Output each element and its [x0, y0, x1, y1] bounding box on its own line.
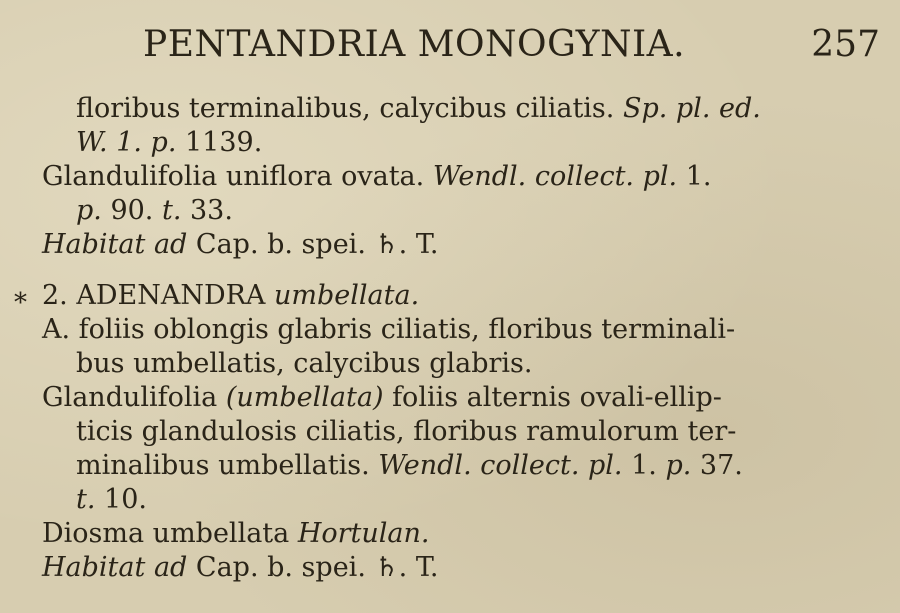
text-segment: Wendl. collect. pl. [378, 450, 632, 481]
text-segment: Habitat ad [42, 552, 196, 583]
text-segment: Diosma umbellata [42, 518, 298, 549]
text-segment: Sp. pl. ed. [622, 93, 761, 124]
text-segment: Glandulifolia [42, 382, 226, 413]
text-line [42, 279, 419, 313]
text-line [42, 160, 711, 194]
text-segment: A. foliis oblongis glabris ciliatis, floribus terminali- [42, 314, 736, 345]
text-segment: bus umbellatis, calycibus glabris. [76, 348, 533, 379]
text-segment: 90. [110, 195, 162, 226]
text-segment: Wendl. collect. pl. [432, 161, 686, 192]
text-segment: Cap. b. spei. ♄. T. [195, 229, 439, 260]
text-segment: Habitat ad [42, 229, 196, 260]
text-line [42, 313, 735, 347]
text-line [76, 92, 761, 126]
text-segment: 10. [104, 484, 147, 515]
page-header [0, 18, 900, 78]
text-segment: 33. [190, 195, 233, 226]
text-line [42, 551, 438, 585]
text-segment: umbellata. [274, 280, 420, 311]
asterisk-mark: * [14, 288, 27, 318]
text-segment: p. [665, 450, 700, 481]
text-segment: 1. [685, 161, 712, 192]
text-line [42, 517, 429, 551]
text-segment: floribus terminalibus, calycibus ciliatis. [76, 93, 623, 124]
text-line [42, 381, 722, 415]
running-title: PENTANDRIA MONOGYNIA. [143, 24, 686, 65]
text-line [76, 194, 233, 228]
text-segment: 37. [699, 450, 743, 481]
text-line [76, 483, 147, 517]
text-segment: t. [76, 484, 105, 515]
text-line [76, 415, 736, 449]
text-segment: Glandulifolia uniflora ovata. [42, 161, 433, 192]
text-segment: p. [76, 195, 111, 226]
text-segment: W. 1. p. [76, 127, 185, 158]
text-segment: 2. ADENANDRA [42, 280, 275, 311]
text-line [76, 449, 743, 483]
text-line [76, 347, 533, 381]
text-segment: 1. [631, 450, 666, 481]
text-segment: Cap. b. spei. ♄. T. [195, 552, 439, 583]
text-segment: Hortulan. [297, 518, 430, 549]
text-segment: ticis glandulosis ciliatis, floribus ramulorum ter- [76, 416, 737, 447]
text-segment: foliis alternis ovali-ellip- [383, 382, 722, 413]
page-number: 257 [811, 24, 880, 65]
text-line [42, 228, 438, 262]
text-line [76, 126, 262, 160]
text-segment: t. [161, 195, 190, 226]
text-segment: 1139. [185, 127, 263, 158]
text-segment: minalibus umbellatis. [76, 450, 379, 481]
text-segment: (umbellata) [225, 382, 384, 413]
